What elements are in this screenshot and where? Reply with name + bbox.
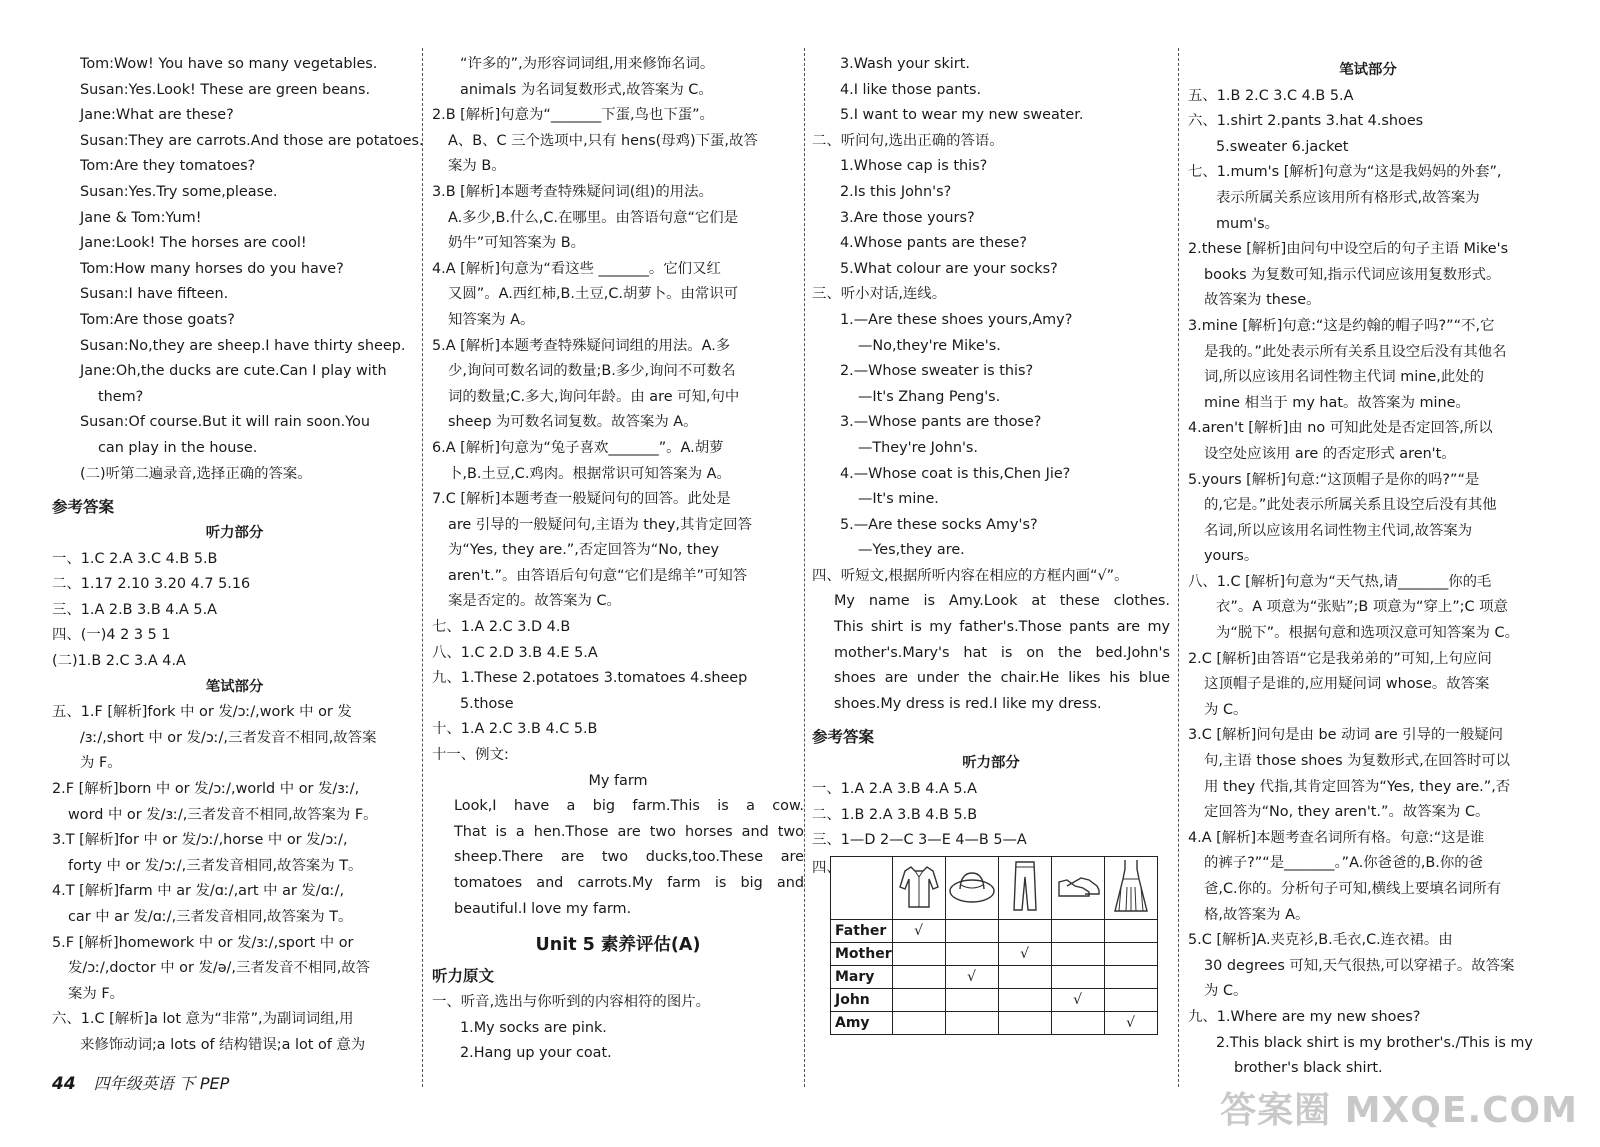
check-cell — [892, 942, 945, 965]
passage-line: shoes are under the chair.He likes his blue — [834, 670, 1170, 687]
text-line: 五、1.F [解析]fork 中 or 发/ɔː/,work 中 or 发 — [52, 704, 352, 721]
text-line: 7.C [解析]本题考查一般疑问句的回答。此处是 — [432, 491, 731, 508]
check-cell: √ — [945, 965, 998, 988]
hat-icon — [945, 856, 998, 919]
script-lines-cont — [812, 52, 1170, 589]
check-cell — [945, 1011, 998, 1034]
text-line: Susan:They are carrots.And those are potatoes. — [80, 132, 424, 149]
written-heading: 笔试部分 — [205, 678, 264, 695]
text-line: 名词,所以应该用名词性物主代词,故答案为 — [1204, 522, 1473, 539]
section-label: 四、 — [812, 859, 841, 876]
column-divider — [422, 48, 423, 1087]
answer-line: 三、1.A 2.B 3.B 4.A 5.A — [52, 601, 218, 618]
check-cell — [1104, 919, 1157, 942]
text-line: 3.C [解析]问句是由 be 动词 are 引导的一般疑问 — [1188, 727, 1503, 744]
check-cell — [998, 988, 1051, 1011]
text-line: 五、1.B 2.C 3.C 4.B 5.A — [1188, 87, 1354, 104]
text-line: 4.—Whose coat is this,Chen Jie? — [840, 465, 1071, 482]
passage-line: This shirt is my father's.Those pants are my — [834, 619, 1170, 636]
text-line: —Yes,they are. — [858, 542, 965, 559]
text-line: sheep 为可数名词复数。故答案为 A。 — [448, 414, 698, 431]
text-line: 为 C。 — [1204, 701, 1248, 718]
text-line: 这顶帽子是谁的,应用疑问词 whose。故答案 — [1204, 676, 1490, 693]
text-line: Tom:Wow! You have so many vegetables. — [80, 56, 378, 72]
text-line: 的,它是。”此处表示所属关系且设空后没有其他 — [1204, 497, 1497, 514]
answer-line: (二)1.B 2.C 3.A 4.A — [52, 653, 186, 670]
text-line: 一、听音,选出与你听到的内容相符的图片。 — [432, 994, 710, 1011]
text-line: 5.A [解析]本题考查特殊疑问词组的用法。A.多 — [432, 337, 731, 354]
text-line: 案为 B。 — [448, 158, 506, 175]
listening-heading: 听力部分 — [205, 525, 264, 542]
text-line: 4.A [解析]句意为“看这些 _______。它们又红 — [432, 260, 721, 277]
text-line: aren't.”。由答语后句句意“它们是绵羊”可知答 — [448, 567, 748, 584]
column-1 — [52, 52, 424, 1059]
text-line: 5.I want to wear my new sweater. — [840, 107, 1084, 124]
text-line: 七、1.A 2.C 3.D 4.B — [432, 619, 571, 636]
text-line: 6.A [解析]句意为“兔子喜欢_______”。A.胡萝 — [432, 439, 724, 456]
text-line: 4.aren't [解析]由 no 可知此处是否定回答,所以 — [1188, 420, 1493, 437]
text-line: 为“脱下”。根据句意和选项汉意可知答案为 C。 — [1216, 625, 1519, 642]
text-line: Susan:No,they are sheep.I have thirty sheep. — [80, 337, 406, 354]
picture-row — [831, 856, 1158, 919]
text-line: 为 C。 — [1204, 983, 1248, 1000]
watermark: 答案圈 MXQE.COM — [1220, 1090, 1578, 1131]
written-answers — [1188, 84, 1548, 1082]
column-4 — [1188, 52, 1548, 1082]
column-3 — [812, 52, 1170, 1035]
text-line: 3.—Whose pants are those? — [840, 414, 1042, 431]
text-line: 2.B [解析]句意为“_______下蛋,鸟也下蛋”。 — [432, 107, 714, 124]
text-line: 又圆”。A.西红柿,B.土豆,C.胡萝卜。由常识可 — [448, 286, 739, 303]
text-line: 4.I like those pants. — [840, 81, 982, 98]
check-cell: √ — [1051, 988, 1104, 1011]
essay-title: My farm — [588, 772, 648, 789]
text-line: 1.Whose cap is this? — [840, 158, 988, 175]
text-line: Tom:Are they tomatoes? — [80, 158, 256, 175]
text-line: mum's。 — [1216, 215, 1280, 232]
text-line: 八、1.C [解析]句意为“天气热,请_______你的毛 — [1188, 573, 1492, 590]
text-line: 少,询问可数名词的数量;B.多少,询问不可数名 — [448, 363, 736, 380]
check-cell — [945, 988, 998, 1011]
text-line: 2.these [解析]由问句中设空后的句子主语 Mike's — [1188, 241, 1509, 258]
check-cell: √ — [892, 919, 945, 942]
text-line: 4.Whose pants are these? — [840, 235, 1028, 252]
passage — [812, 589, 1170, 717]
page-footer — [52, 1071, 229, 1094]
listening-answers — [812, 777, 1170, 854]
check-cell — [945, 942, 998, 965]
listening-heading: 听力部分 — [962, 755, 1020, 772]
text-line: 2.This black shirt is my brother's./This is my — [1216, 1034, 1533, 1051]
text-line: 定回答为“No, they aren't.”。故答案为 C。 — [1204, 804, 1490, 821]
text-line: brother's black shirt. — [1234, 1060, 1383, 1077]
text-line: 5.sweater 6.jacket — [1216, 138, 1349, 155]
text-line: 2.Is this John's? — [840, 183, 952, 200]
text-line: 5.—Are these socks Amy's? — [840, 516, 1038, 533]
answer-line: 四、(一)4 2 3 5 1 — [52, 627, 171, 644]
passage-line: tomatoes and carrots.My farm is big and — [454, 875, 804, 891]
text-line: 用 they 代指,其肯定回答为“Yes, they are.”,否 — [1204, 778, 1511, 795]
check-cell — [998, 919, 1051, 942]
passage-line: That is a hen.Those are two horses and two — [454, 823, 804, 840]
text-line: 七、1.mum's [解析]句意为“这是我妈妈的外套”, — [1188, 164, 1502, 181]
text-line: 设空处应该用 are 的否定形式 aren't。 — [1204, 445, 1456, 462]
text-line: 表示所属关系应该用所有格形式,故答案为 — [1216, 189, 1480, 206]
script-lines — [432, 990, 804, 1067]
text-line: can play in the house. — [98, 439, 258, 456]
text-line: 案为 F。 — [68, 985, 125, 1002]
text-line: —It's mine. — [858, 491, 939, 508]
text-line: them? — [98, 388, 144, 405]
text-line: Tom:How many horses do you have? — [80, 260, 344, 277]
table-row — [831, 965, 1158, 988]
check-cell — [1104, 965, 1157, 988]
text-line: 词,所以应该用名词性物主代词 mine,此处的 — [1204, 369, 1484, 386]
text-line: 九、1.Where are my new shoes? — [1188, 1008, 1421, 1025]
answer-line: 一、1.C 2.A 3.C 4.B 5.B — [52, 550, 218, 567]
text-line: 3.mine [解析]句意:“这是约翰的帽子吗?”“不,它 — [1188, 317, 1495, 334]
text-line: 的裤子?”“是_______。”A.你爸爸的,B.你的爸 — [1204, 855, 1484, 872]
text-line: A、B、C 三个选项中,只有 hens(母鸡)下蛋,故答 — [448, 132, 758, 149]
text-line: 是我的。”此处表示所有关系且设空后没有其他名 — [1204, 343, 1507, 360]
dress-icon — [1104, 856, 1157, 919]
check-cell — [945, 919, 998, 942]
dialogue-lines — [52, 52, 424, 487]
text-line: 5.What colour are your socks? — [840, 260, 1058, 277]
check-cell — [1051, 965, 1104, 988]
passage-line: My name is Amy.Look at these clothes. — [834, 593, 1170, 610]
text-line: 卜,B.土豆,C.鸡肉。根据常识可知答案为 A。 — [448, 465, 731, 482]
column-2 — [432, 52, 804, 1067]
essay-body — [432, 794, 804, 922]
column-divider — [1178, 48, 1179, 1087]
text-line: animals 为名词复数形式,故答案为 C。 — [460, 81, 713, 98]
text-line: 发/ɔː/,doctor 中 or 发/ə/,三者发音不相同,故答 — [68, 960, 371, 977]
written-answers — [52, 700, 417, 1058]
passage-line: sheep.There are two ducks,too.These are — [454, 849, 804, 866]
text-line: 4.T [解析]farm 中 ar 发/ɑː/,art 中 ar 发/ɑː/, — [52, 883, 345, 900]
row-label: Father — [831, 919, 893, 942]
text-line: —It's Zhang Peng's. — [858, 388, 1001, 405]
explanation-lines — [432, 52, 804, 769]
row-label: Amy — [831, 1011, 893, 1034]
clothes-table — [830, 856, 1158, 1035]
text-line: mine 相当于 my hat。故答案为 mine。 — [1204, 394, 1470, 411]
text-line: 30 degrees 可知,天气很热,可以穿裙子。故答案 — [1204, 957, 1515, 974]
text-line: Jane:What are these? — [80, 107, 234, 124]
text-line: 爸,C.你的。分析句子可知,横线上要填名词所有 — [1204, 881, 1502, 897]
pants-icon — [998, 856, 1051, 919]
text-line: Jane:Look! The horses are cool! — [80, 235, 307, 252]
text-line: 词的数量;C.多大,询问年龄。由 are 可知,句中 — [448, 388, 740, 405]
text-line: Jane & Tom:Yum! — [80, 209, 202, 226]
text-line: car 中 ar 发/ɑː/,三者发音相同,故答案为 T。 — [68, 909, 353, 925]
text-line: Tom:Are those goats? — [80, 311, 235, 328]
answer-line: 一、1.A 2.A 3.B 4.A 5.A — [812, 781, 977, 798]
text-line: 5.those — [460, 695, 514, 712]
text-line: 1.—Are these shoes yours,Amy? — [840, 311, 1073, 328]
text-line: 十一、例文: — [432, 747, 509, 764]
answer-line: 三、1—D 2—C 3—E 4—B 5—A — [812, 832, 1027, 849]
text-line: 十、1.A 2.C 3.B 4.C 5.B — [432, 721, 598, 738]
table-row — [831, 919, 1158, 942]
text-line: 3.T [解析]for 中 or 发/ɔː/,horse 中 or 发/ɔː/, — [52, 832, 348, 849]
text-line: 案是否定的。故答案为 C。 — [448, 593, 621, 610]
text-line: 2.Hang up your coat. — [460, 1045, 612, 1062]
answer-line: 二、1.17 2.10 3.20 4.7 5.16 — [52, 576, 251, 593]
row-label: John — [831, 988, 893, 1011]
passage-line: Look,I have a big farm.This is a cow. — [454, 798, 804, 815]
text-line: A.多少,B.什么,C.在哪里。由答语句意“它们是 — [448, 209, 739, 226]
shoes-icon — [1051, 856, 1104, 919]
text-line: forty 中 or 发/ɔː/,三者发音相同,故答案为 T。 — [68, 857, 363, 874]
passage-last-line: shoes.My dress is red.I like my dress. — [834, 695, 1102, 712]
check-cell — [1104, 988, 1157, 1011]
script-heading: 听力原文 — [432, 967, 495, 986]
check-cell: √ — [998, 942, 1051, 965]
text-line: Susan:Yes.Try some,please. — [80, 183, 278, 200]
text-line: 2.C [解析]由答语“它是我弟弟的”可知,上句应问 — [1188, 650, 1492, 667]
table-row — [831, 1011, 1158, 1034]
text-line: 3.B [解析]本题考查特殊疑问词(组)的用法。 — [432, 183, 713, 200]
text-line: yours。 — [1204, 548, 1259, 565]
row-label: Mother — [831, 942, 893, 965]
listening-answers — [52, 547, 417, 675]
text-line: /ɜː/,short 中 or 发/ɔː/,三者发音不相同,故答案 — [80, 729, 377, 746]
page-number: 44 — [52, 1074, 76, 1094]
text-line: 2.F [解析]born 中 or 发/ɔː/,world 中 or 发/ɜː/, — [52, 781, 360, 798]
check-cell — [998, 1011, 1051, 1034]
text-line: 奶牛”可知答案为 B。 — [448, 235, 586, 252]
check-cell — [892, 965, 945, 988]
text-line: word 中 or 发/ɜː/,三者发音不相同,故答案为 F。 — [68, 806, 378, 823]
text-line: 3.Are those yours? — [840, 209, 975, 226]
text-line: 为 F。 — [80, 755, 122, 772]
text-line: Susan:Of course.But it will rain soon.You — [80, 414, 370, 431]
text-line: books 为复数可知,指示代词应该用复数形式。 — [1204, 266, 1501, 283]
check-cell — [1104, 942, 1157, 965]
text-line: 故答案为 these。 — [1204, 292, 1321, 309]
table-row — [831, 942, 1158, 965]
shirt-icon — [892, 856, 945, 919]
text-line: Jane:Oh,the ducks are cute.Can I play with — [80, 363, 387, 380]
text-line: Susan:Yes.Look! These are green beans. — [80, 81, 371, 98]
text-line: (二)听第二遍录音,选择正确的答案。 — [80, 465, 312, 482]
check-cell: √ — [1104, 1011, 1157, 1034]
text-line: 4.A [解析]本题考查名词所有格。句意:“这是谁 — [1188, 829, 1485, 846]
table-body — [831, 919, 1158, 1034]
unit-title: Unit 5 素养评估(A) — [535, 935, 701, 956]
text-line: Susan:I have fifteen. — [80, 286, 229, 303]
written-heading: 笔试部分 — [1339, 62, 1397, 78]
text-line: are 引导的一般疑问句,主语为 they,其肯定回答 — [448, 516, 752, 533]
text-line: —No,they're Mike's. — [858, 337, 1001, 354]
answer-line: 二、1.B 2.A 3.B 4.B 5.B — [812, 806, 978, 823]
text-line: 六、1.shirt 2.pants 3.hat 4.shoes — [1188, 113, 1424, 130]
check-cell — [892, 988, 945, 1011]
table-row — [831, 988, 1158, 1011]
column-divider — [804, 48, 805, 1087]
text-line: “许多的”,为形容词词组,用来修饰名词。 — [460, 56, 715, 72]
text-line: 格,故答案为 A。 — [1204, 906, 1310, 923]
text-line: 句,主语 those shoes 为复数形式,在回答时可以 — [1204, 753, 1511, 770]
essay-last-line: beautiful.I love my farm. — [454, 900, 632, 917]
text-line: 来修饰动词;a lots of 结构错误;a lot of 意为 — [80, 1036, 366, 1053]
book-title: 四年级英语 下 PEP — [93, 1074, 230, 1093]
text-line: 衣”。A 项意为“张贴”;B 项意为“穿上”;C 项意 — [1216, 599, 1508, 616]
text-line: 二、听问句,选出正确的答语。 — [812, 132, 1004, 149]
text-line: 5.C [解析]A.夹克衫,B.毛衣,C.连衣裙。由 — [1188, 932, 1453, 949]
text-line: 为“Yes, they are.”,否定回答为“No, they — [448, 542, 720, 559]
text-line: 1.My socks are pink. — [460, 1019, 607, 1036]
text-line: 八、1.C 2.D 3.B 4.E 5.A — [432, 644, 598, 661]
check-cell — [892, 1011, 945, 1034]
row-label: Mary — [831, 965, 893, 988]
text-line: 5.F [解析]homework 中 or 发/ɜː/,sport 中 or — [52, 934, 354, 951]
answer-heading: 参考答案 — [52, 498, 115, 517]
text-line: 2.—Whose sweater is this? — [840, 363, 1034, 380]
text-line: 知答案为 A。 — [448, 311, 535, 328]
check-cell — [998, 965, 1051, 988]
check-cell — [1051, 942, 1104, 965]
check-cell — [1051, 1011, 1104, 1034]
answer-heading: 参考答案 — [812, 728, 875, 747]
passage-line: mother's.Mary's hat is on the bed.John's — [834, 644, 1170, 661]
text-line: 3.Wash your skirt. — [840, 56, 970, 72]
text-line: —They're John's. — [858, 439, 978, 456]
text-line: 四、听短文,根据所听内容在相应的方框内画“√”。 — [812, 567, 1129, 584]
text-line: 三、听小对话,连线。 — [812, 286, 947, 303]
passage-lines — [834, 589, 1170, 691]
clothes-table-block — [812, 856, 1170, 1035]
text-line: 九、1.These 2.potatoes 3.tomatoes 4.sheep — [432, 670, 748, 687]
text-line: 六、1.C [解析]a lot 意为“非常”,为副词词组,用 — [52, 1011, 354, 1028]
check-cell — [1051, 919, 1104, 942]
essay-lines — [454, 794, 804, 896]
text-line: 5.yours [解析]句意:“这顶帽子是你的吗?”“是 — [1188, 471, 1480, 488]
